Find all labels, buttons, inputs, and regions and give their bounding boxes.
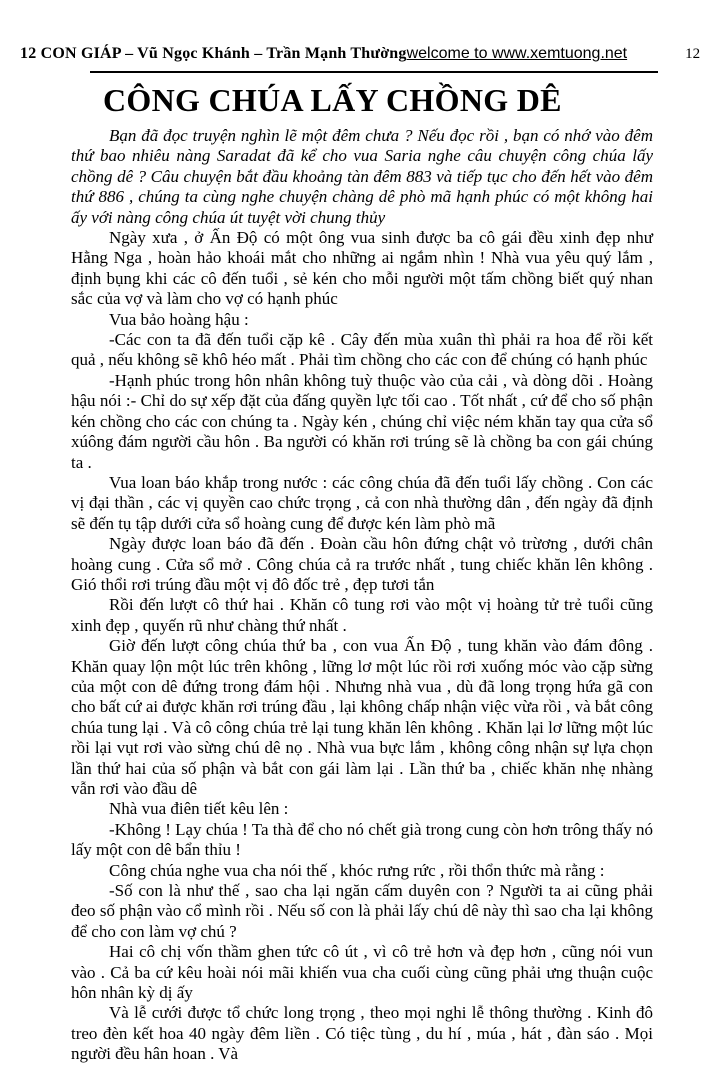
paragraph: -Số con là như thế , sao cha lại ngăn cấm duyên con ? Người ta ai cũng phải đeo số phận vào cổ mình rồi . Nếu số con là phải lấy chú dê này thì sao cha lại không để cho con làm vợ chú ?: [71, 881, 653, 941]
paragraph: Ngày xưa , ở Ấn Độ có một ông vua sinh được ba cô gái đều xinh đẹp như Hằng Nga , hoàn hảo khoái mắt cho những ai ngắm nhìn ! Nhà vua yêu quý lắm , định bụng khi các cô đến tuổi , sẻ kén cho mỗi người một tấm chồng biết quý nhan sắc của vợ và làm cho vợ có hạnh phúc: [71, 228, 653, 309]
paragraph: Hai cô chị vốn thầm ghen tức cô út , vì cô trẻ hơn và đẹp hơn , cũng nói vun vào . Cả ba cứ kêu hoài nói mãi khiến vua cha cuối cùng cũng phải ưng thuận cuộc hôn nhân kỳ dị ấy: [71, 942, 653, 1003]
paragraph: Công chúa nghe vua cha nói thế , khóc rưng rức , rồi thổn thức mà rằng :: [109, 860, 605, 880]
header-divider: [90, 71, 658, 73]
page-header: [0, 0, 723, 63]
website-link[interactable]: welcome to www.xemtuong.net: [406, 45, 628, 62]
paragraph: Rồi đến lượt cô thứ hai . Khăn cô tung rơi vào một vị hoàng tử trẻ tuổi cũng xinh đẹp , quyến rũ như chàng thứ nhất .: [71, 595, 653, 635]
paragraph: Nhà vua điên tiết kêu lên :: [109, 799, 289, 819]
story-title: CÔNG CHÚA LẤY CHỒNG DÊ: [103, 82, 562, 118]
paragraph: Vua bảo hoàng hậu :: [109, 309, 249, 329]
paragraph: Ngày được loan báo đã đến . Đoàn cầu hôn đứng chật vỏ trừơng , dưới chân hoàng cung . Cửa sổ mở . Công chúa cả ra trước nhất , tung chiếc khăn lên không . Gió thổi rơi trúng đầu một vị đô đốc trẻ , đẹp tươi tắn: [71, 534, 653, 594]
paragraph: -Hạnh phúc trong hôn nhân không tuỳ thuộc vào của cải , và dòng dõi . Hoàng hậu nói :- Chỉ do sự xếp đặt của đấng quyền lực tối cao . Tốt nhất , cứ để cho số phận kén chồng cho các con chúng ta . Ngày kén , chúng chỉ việc ném khăn tay qua cửa sổ xúông đám người cầu hôn . Ba người có khăn rơi trúng sẽ là chồng ba con gái chúng ta .: [71, 370, 653, 472]
paragraph: -Không ! Lạy chúa ! Ta thà để cho nó chết già trong cung còn hơn trông thấy nó lấy một con dê bẩn thỉu !: [71, 819, 653, 860]
paragraph: Giờ đến lượt công chúa thứ ba , con vua Ấn Độ , tung khăn vào đám đông . Khăn quay lộn một lúc trên không , lững lơ một lúc rồi rơi xuống móc vào cặp sừng của một con dê đứng trong đám hội . Nhưng nhà vua , dù đã long trọng hứa gã con cho bất cứ ai được khăn rơi trúng đầu , lại không chấp nhận việc vừa rồi , và bắt công chúa tung lại . Và cô công chúa trẻ lại tung khăn lên không . Khăn lại lơ lững một lúc rồi lại vụt rơi vào sừng chú dê nọ . Nhà vua bực lắm , không công nhận sự lựa chọn lần thứ hai của số phận và bắt con gái làm lại . Lần thứ ba , chiếc khăn nhẹ nhàng vẫn rơi vào đầu dê: [71, 636, 653, 798]
paragraph: Và lễ cưới được tổ chức long trọng , theo mọi nghi lễ thông thường . Kinh đô treo đèn kết hoa 40 ngày đêm liền . Có tiệc tùng , du hí , múa , hát , đàn sáo . Mọi người đều hân hoan . Và: [71, 1003, 653, 1064]
paragraph: Vua loan báo khắp trong nước : các công chúa đã đến tuổi lấy chồng . Con các vị đại thần , các vị quyền cao chức trọng , cả con nhà thường dân , đến ngày đã định sẽ đến tụ tập dưới cửa sổ hoàng cung để được kén làm phò mã: [71, 472, 653, 533]
paragraph: -Các con ta đã đến tuổi cặp kê . Cây đến mùa xuân thì phải ra hoa để rồi kết quả , nếu không sẽ khô héo mất . Phải tìm chồng cho các con để chúng có hạnh phúc: [71, 330, 653, 370]
paragraph-intro: Bạn đã đọc truyện nghìn lẽ một đêm chưa ? Nếu đọc rồi , bạn có nhớ vào đêm thứ bao nhiêu nàng Saradat đã kể cho vua Saria nghe câu chuyện công chúa lấy chồng dê ? Câu chuyện bắt đầu khoảng tàn đêm 883 và tiếp tục cho đến hết vào đêm thứ 886 , chúng ta cùng nghe chuyện chàng dê phò mã hạnh phúc có một không hai ấy với nàng công chúa út tuyệt vời chung thủy: [71, 126, 653, 227]
book-title: 12 CON GIÁP – Vũ Ngọc Khánh – Trần Mạnh Thường: [20, 45, 407, 62]
story-body: [0, 124, 723, 1065]
page-number: 12: [685, 46, 701, 62]
